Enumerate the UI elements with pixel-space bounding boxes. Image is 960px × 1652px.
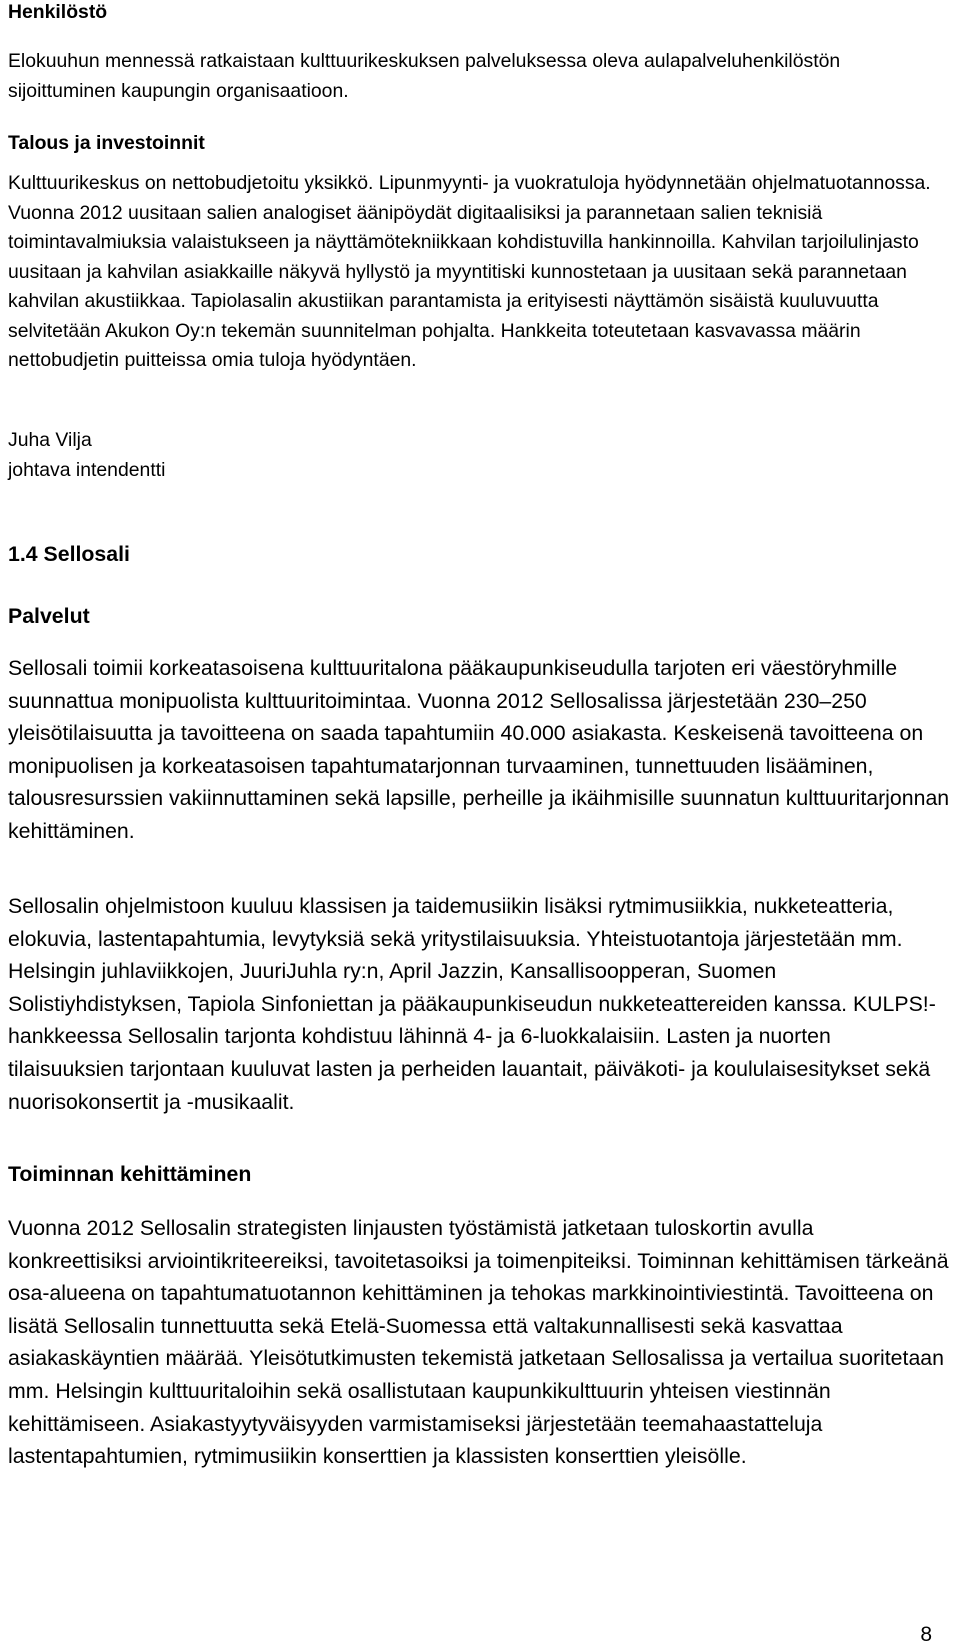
finance-heading: Talous ja investoinnit (8, 132, 205, 154)
development-heading: Toiminnan kehittäminen (8, 1162, 252, 1186)
services-heading: Palvelut (8, 604, 90, 628)
services-paragraph-1: Sellosali toimii korkeatasoisena kulttuuritalona pääkaupunkiseudulla tarjoten eri väestöryhmille suunnattua monipuolista kulttuuritoimintaa. Vuonna 2012 Sellosalissa järjestetään 230–250 yleisötilaisuutta ja tavoitteena on saada tapahtumiin 40.000 asiakasta. Keskeisenä tavoitteena on monipuolisen ja korkeatasoisen tapahtumatarjonnan turvaaminen, tunnettuuden lisääminen, talousresurssien vakiinnuttaminen sekä lapsille, perheille ja ikäihmisille suunnatun kulttuuritarjonnan kehittäminen. (8, 656, 950, 843)
personnel-paragraph: Elokuuhun mennessä ratkaistaan kulttuurikeskuksen palveluksessa oleva aulapalveluhenkilöstön sijoittuminen kaupungin organisaatioon. (8, 50, 841, 102)
section-heading-sellosali: 1.4 Sellosali (8, 542, 130, 566)
services-paragraph-2: Sellosalin ohjelmistoon kuuluu klassisen ja taidemusiikin lisäksi rytmimusiikkia, nukketeatteria, elokuvia, lastentapahtumia, levytyksiä sekä yritystilaisuuksia. Yhteistuotantoja järjestetään mm. Helsingin juhlaviikkojen, JuuriJuhla ry:n, April Jazzin, Kansallisoopperan, Suomen Solistiyhdistyksen, Tapiola Sinfoniettan ja pääkaupunkiseudun nukketeattereiden kanssa. KULPS!-hankkeessa Sellosalin tarjonta kohdistuu lähinnä 4- ja 6-luokkalaisiin. Lasten ja nuorten tilaisuuksien tarjontaan kuuluvat lasten ja perheiden lauantait, päiväkoti- ja koululaisesitykset sekä nuorisokonsertit ja -musikaalit. (8, 894, 936, 1114)
development-paragraph: Vuonna 2012 Sellosalin strategisten linjausten työstämistä jatketaan tuloskortin avulla konkreettisiksi arviointikriteereiksi, tavoitetasoiksi ja toimenpiteiksi. Toiminnan kehittämisen tärkeänä osa-alueena on tapahtumatuotannon kehittäminen ja tehokas markkinointiviestintä. Tavoitteena on lisätä Sellosalin tunnettuutta sekä Etelä-Suomessa että valtakunnallisesti sekä kasvattaa asiakaskäyntien määrää. Yleisötutkimusten tekemistä jatketaan Sellosalissa ja vertailua suoritetaan mm. Helsingin kulttuuritaloihin sekä osallistutaan kaupunkikulttuurin yhteisen viestinnän kehittämiseen. Asiakastyytyväisyyden varmistamiseksi järjestetään teemahaastatteluja lastentapahtumien, rytmimusiikin konserttien ja klassisten konserttien yleisölle. (8, 1216, 949, 1469)
page-number: 8 (920, 1623, 932, 1646)
signature-title: johtava intendentti (8, 459, 166, 481)
finance-paragraph: Kulttuurikeskus on nettobudjetoitu yksikkö. Lipunmyynti- ja vuokratuloja hyödynnetään ohjelmatuotannossa. Vuonna 2012 uusitaan salien analogiset äänipöydät digitaalisiksi ja parannetaan salien teknisiä toimintavalmiuksia valaistukseen ja näyttämötekniikkaan kohdistuvilla hankinnoilla. Kahvilan tarjoilulinjasto uusitaan ja kahvilan asiakkaille näkyvä hyllystö ja myyntitiski kunnostetaan ja uusitaan sekä parannetaan kahvilan akustiikkaa. Tapiolasalin akustiikan parantamista ja erityisesti näyttämön sisäistä kuuluvuutta selvitetään Akukon Oy:n tekemän suunnitelman pohjalta. Hankkeita toteutetaan kasvavassa määrin nettobudjetin puitteissa omia tuloja hyödyntäen. (8, 172, 931, 371)
signature-name: Juha Vilja (8, 429, 92, 451)
personnel-heading: Henkilöstö (8, 1, 108, 23)
